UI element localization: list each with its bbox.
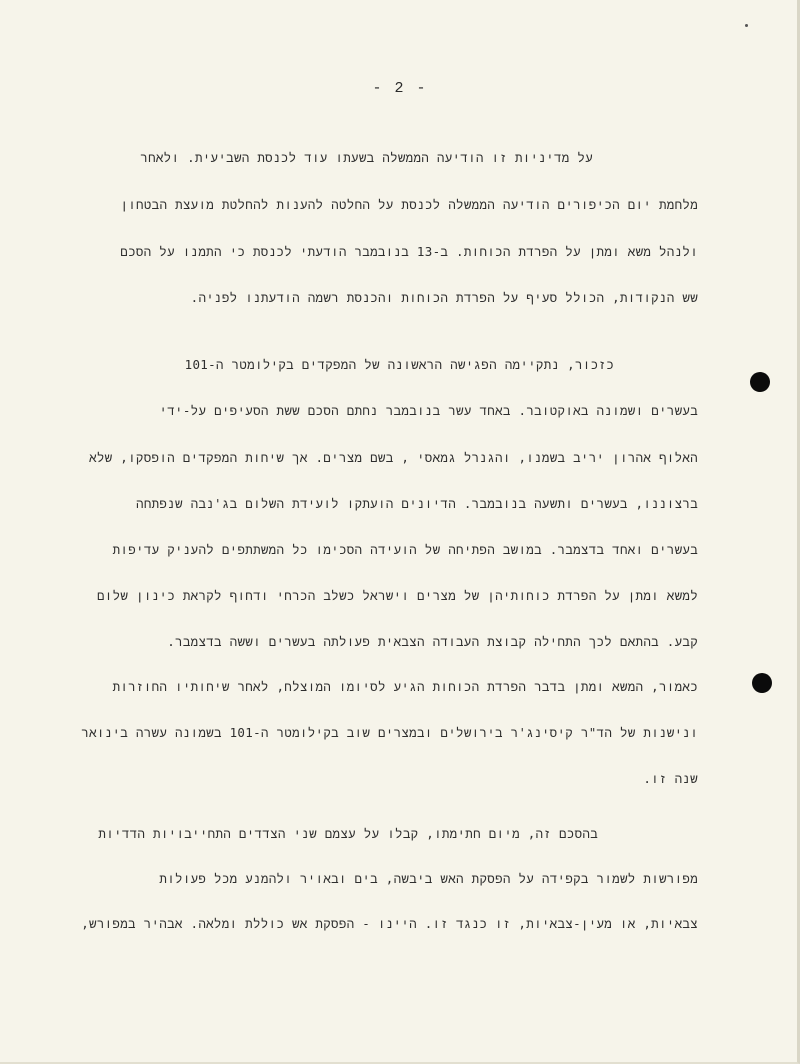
text-line: ולנהל משא ומתן על הפרדת הכוחות. ב-13 בנובמבר הודעתי לכנסת כי התמנו על הסכם	[120, 244, 698, 259]
text-line: מלחמת יום הכיפורים הודיעה הממשלה לכנסת על החלטה להענות להחלטת מועצת הבטחון	[120, 197, 698, 212]
text-line: קבע. בהתאם לכך התחילה קבוצת העבודה הצבאית פעולתה בעשרים וששה בדצמבר.	[167, 634, 698, 649]
text-line: כאמור, המשא ומתן בדבר הפרדת הכוחות הגיע לסיומו המוצלח, לאחר שיחותיו החוזרות	[112, 679, 698, 694]
punch-hole	[752, 673, 772, 693]
text-line: בהסכם זה, מיום חתימתו, קבלו על עצמם שני הצדדים התחייבויות הדדיות	[98, 826, 598, 841]
text-line: שש הנקודות, הכולל סעיף על הפרדת הכוחות והכנסת רשמה הודעתנו לפניה.	[190, 290, 698, 305]
text-line: כזכור, נתקיימה הפגישה הראשונה של המפקדים בקילומטר ה-101	[184, 357, 614, 372]
text-line: האלוף אהרון יריב בשמנו, והגנרל גמאסי , בשם מצרים. אך שיחות המפקדים הופסקו, שלא	[89, 450, 698, 465]
text-line: ברצוננו, בעשרים ותשעה בנובמבר. הדיונים הועתקו לועידת השלום בג'נבה שנפתחה	[136, 496, 698, 511]
text-line: בעשרים ואחד בדצמבר. במושב הפתיחה של הועידה הסכימו כל המשתתפים להעניק עדיפות	[112, 542, 698, 557]
text-line: שנה זו.	[643, 771, 698, 786]
page-number: - 2 -	[372, 80, 428, 97]
text-line: למשא ומתן על הפרדת כוחותיהן של מצרים וישראל כשלב הכרחי ודחוף לקראת כינון שלום	[96, 588, 698, 603]
text-line: על מדיניות זו הודיעה הממשלה בשעתו עוד לכנסת השביעית. ולאחר	[140, 150, 593, 165]
text-line: צבאיות, או מעין-צבאיות, זו כנגד זו. היינו - הפסקת אש כוללת ומלאה. אבהיר במפורש,	[81, 916, 698, 931]
text-line: מפורשות לשמור בקפידה על הפסקת האש ביבשה, בים ובאויר ולהמנע מכל פעולות	[159, 871, 698, 886]
text-line: ונישנות של הד"ר קיסינג'ר בירושלים ובמצרים שוב בקילומטר ה-101 בשמונה עשרה בינואר	[81, 725, 698, 740]
punch-hole	[750, 372, 770, 392]
scan-speck	[745, 24, 748, 27]
text-line: בעשרים ושמונה באוקטובר. באחד עשר בנובמבר נחתם הסכם ששת הסעיפים על-ידי	[159, 403, 698, 418]
